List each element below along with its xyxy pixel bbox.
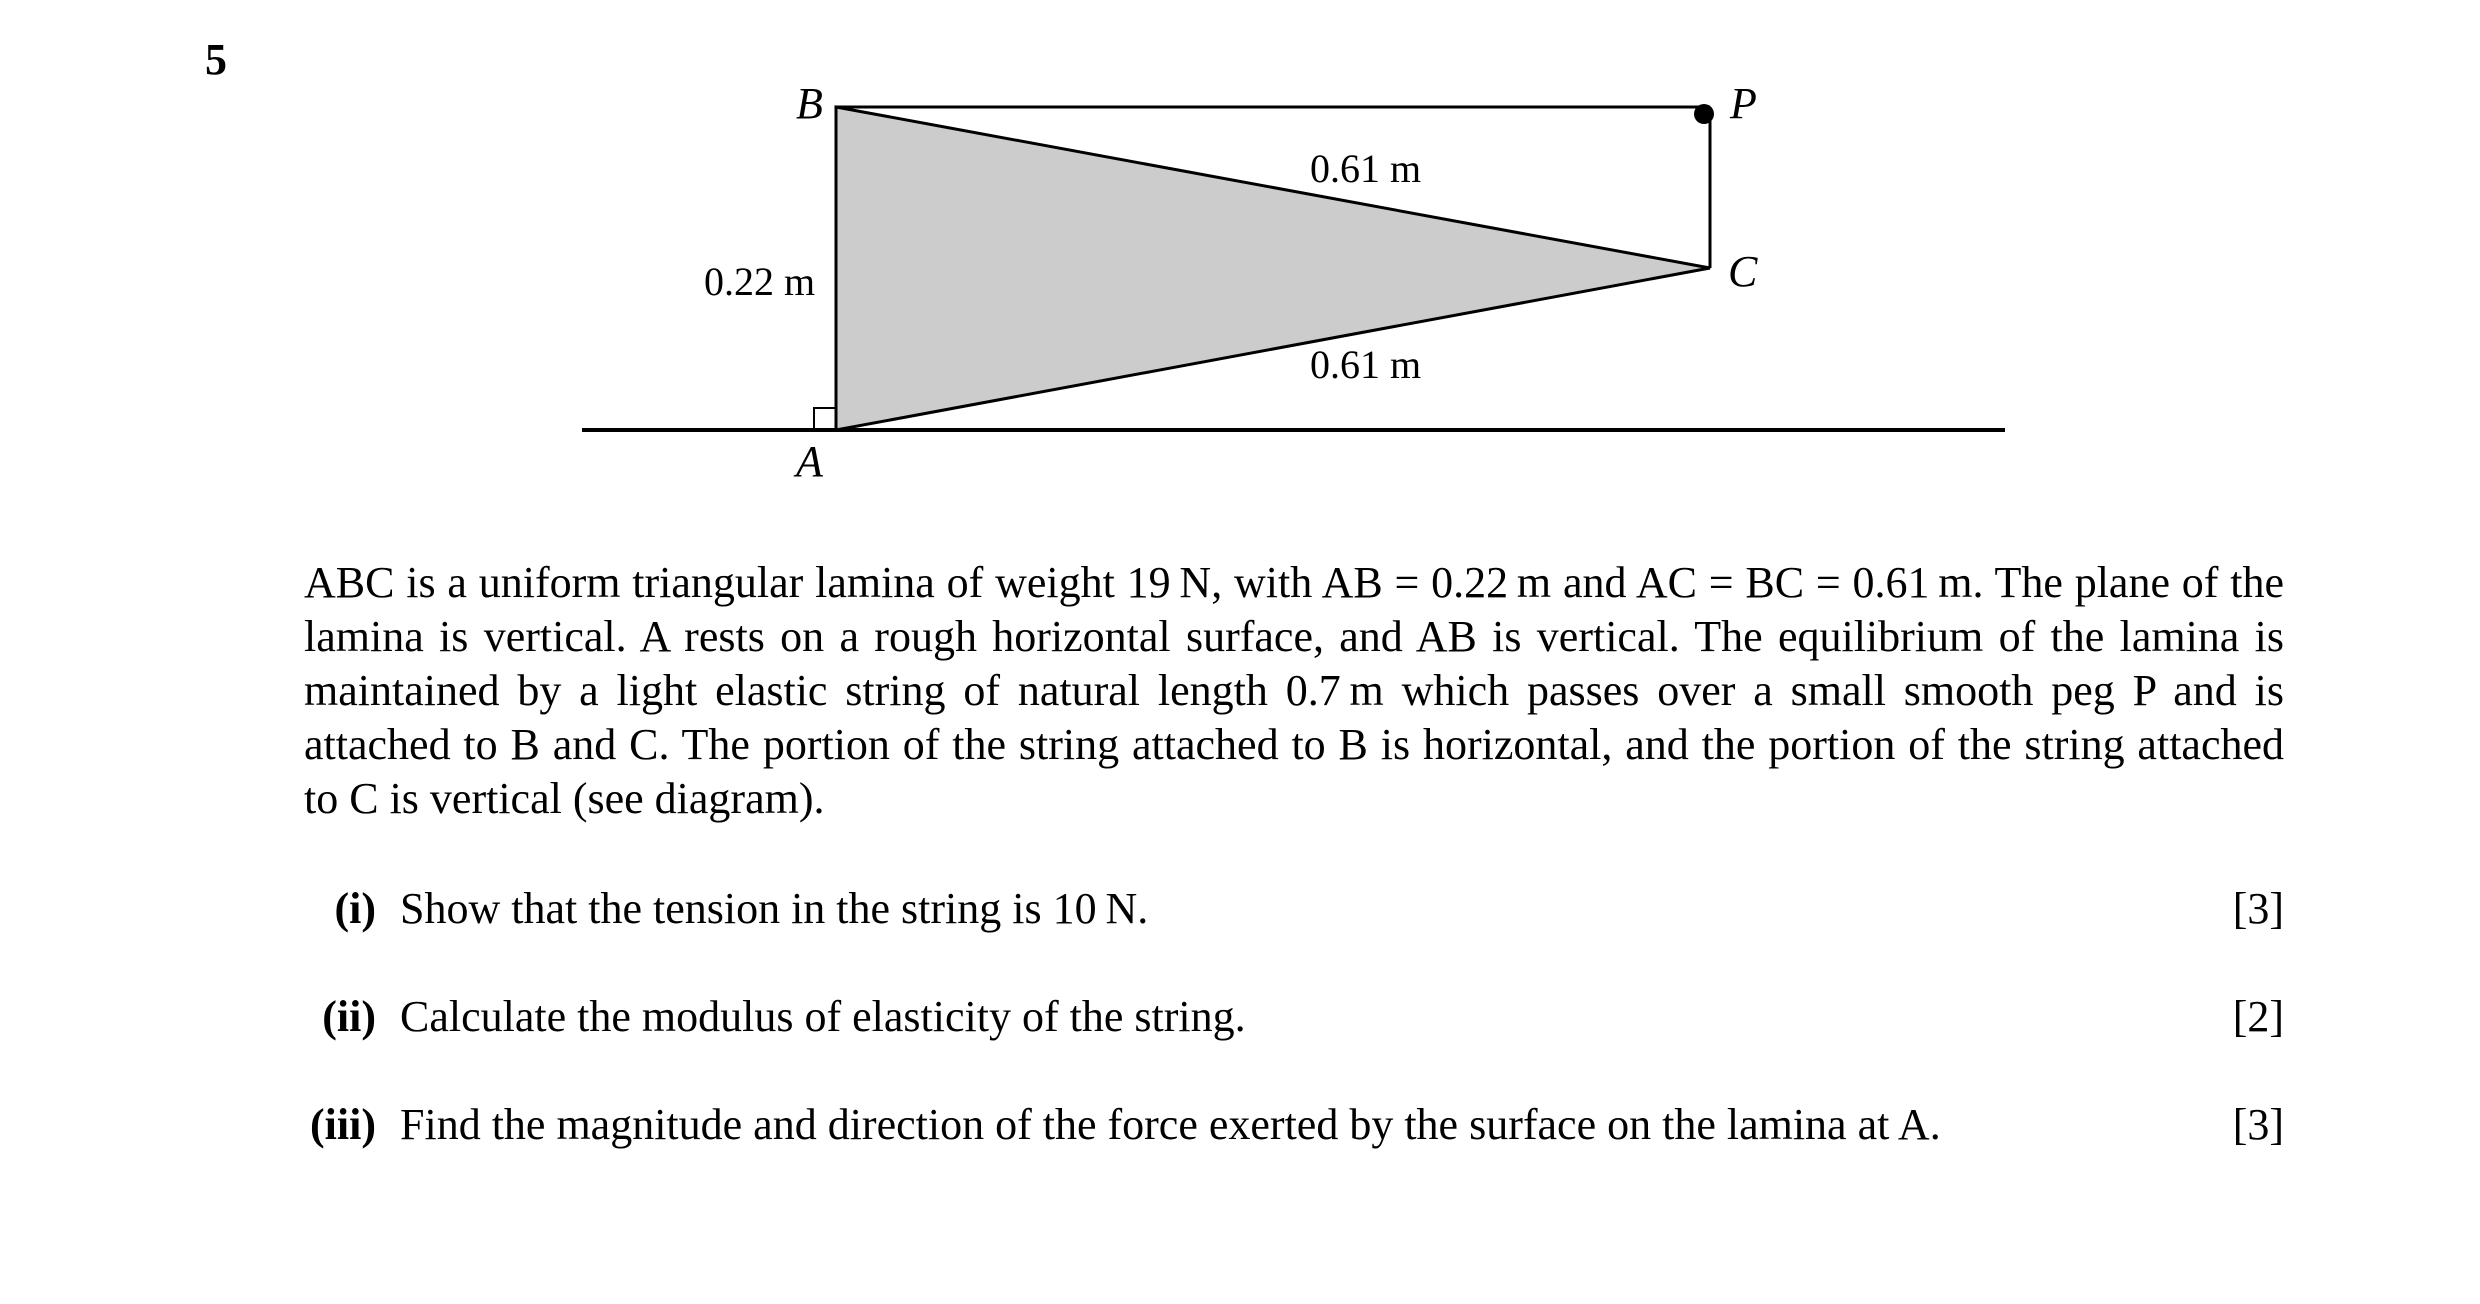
stem-sentence-1: ABC is a uniform triangular lamina of weight 19 N, with AB = 0.22 m and AC = BC = 0.61 m. [304, 558, 1984, 607]
length-bc: 0.61 m [1310, 146, 1422, 191]
part-marks: [3] [2232, 1100, 2284, 1149]
part-text: Find the magnitude and direction of the force exerted by the surface on the lamina at A. [400, 1100, 1941, 1149]
right-angle-marker [814, 408, 836, 430]
part-iii [0, 1098, 2480, 1152]
label-a: A [796, 437, 823, 486]
label-p: P [1730, 79, 1757, 128]
question-stem [304, 556, 2284, 826]
part-marks: [3] [2232, 884, 2284, 933]
part-text: Show that the tension in the string is 10 N. [400, 884, 1149, 933]
label-c: C [1728, 247, 1758, 296]
part-ii [0, 990, 2480, 1044]
triangular-lamina [836, 107, 1710, 430]
label-b: B [796, 79, 823, 128]
question-number: 5 [205, 35, 227, 84]
part-i [0, 882, 2480, 936]
lamina-diagram [0, 0, 2480, 520]
stem-sentence-2: The plane of the lamina is vertical. A rests on a rough horizontal surface, and AB is vertical. The equilibrium of the lamina is maintained by a light elastic string of natural length 0.7 m which passes over a small smooth peg P and is attached to B and C. The portion of the string attached to B is horizontal, and the portion of the string attached to C is vertical (see diagram). [304, 558, 2284, 823]
part-marks: [2] [2232, 992, 2284, 1041]
part-number: (ii) [322, 992, 376, 1041]
length-ab: 0.22 m [704, 259, 816, 304]
part-number: (iii) [310, 1100, 376, 1149]
peg-p [1694, 104, 1714, 124]
part-number: (i) [334, 884, 376, 933]
part-text: Calculate the modulus of elasticity of the string. [400, 992, 1246, 1041]
length-ac: 0.61 m [1310, 342, 1422, 387]
